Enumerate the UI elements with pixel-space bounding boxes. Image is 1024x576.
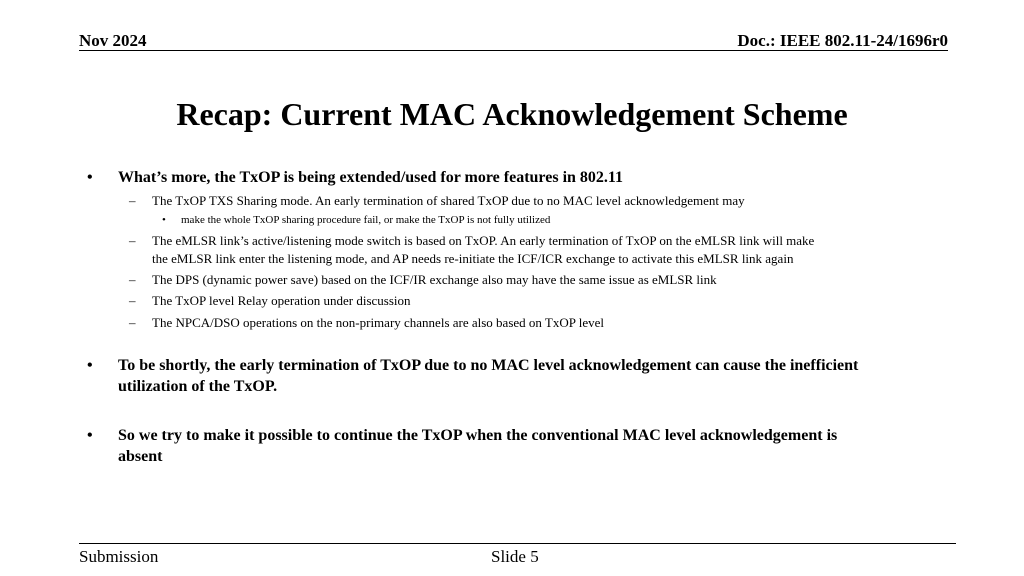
sub-bullet-marker: –	[129, 193, 136, 208]
sub-bullet-marker: –	[129, 293, 136, 308]
bullet-marker: •	[87, 169, 93, 186]
bullet-text-continue-txop-line1: So we try to make it possible to continue the TxOP when the conventional MAC level acknowledgement is	[118, 427, 838, 444]
sub-bullet-emlsr-line2: the eMLSR link enter the listening mode, and AP needs re-initiate the ICF/ICR exchange to activate this eMLSR link again	[152, 251, 794, 266]
sub-bullet-npca-dso: The NPCA/DSO operations on the non-primary channels are also based on TxOP level	[152, 315, 605, 330]
footer-divider	[79, 543, 956, 544]
header-doc-id: Doc.: IEEE 802.11-24/1696r0	[737, 31, 948, 50]
bullet-marker: •	[87, 357, 93, 374]
sub-sub-bullet-sharing-fail: make the whole TxOP sharing procedure fail, or make the TxOP is not fully utilized	[181, 214, 551, 226]
bullet-marker: •	[87, 427, 93, 444]
bullet-text-early-termination-line2: utilization of the TxOP.	[118, 378, 278, 395]
bullet-text-continue-txop-line2: absent	[118, 448, 163, 465]
bullet-text-early-termination-line1: To be shortly, the early termination of TxOP due to no MAC level acknowledgement can cause the inefficient	[118, 357, 859, 374]
header-date: Nov 2024	[79, 31, 147, 50]
sub-bullet-relay: The TxOP level Relay operation under discussion	[152, 293, 411, 308]
sub-bullet-marker: –	[129, 315, 136, 330]
footer-submission: Submission	[79, 547, 159, 566]
sub-bullet-txs-sharing: The TxOP TXS Sharing mode. An early termination of shared TxOP due to no MAC level acknowledgement may	[152, 193, 745, 208]
sub-bullet-marker: –	[129, 272, 136, 287]
sub-bullet-emlsr-line1: The eMLSR link’s active/listening mode switch is based on TxOP. An early termination of TxOP on the eMLSR link will make	[152, 233, 815, 248]
footer-slide-number: Slide 5	[491, 547, 539, 566]
sub-sub-bullet-marker: •	[162, 214, 166, 226]
sub-bullet-marker: –	[129, 233, 136, 248]
slide-title: Recap: Current MAC Acknowledgement Scheme	[176, 96, 848, 132]
bullet-text-txop-features: What’s more, the TxOP is being extended/used for more features in 802.11	[118, 169, 624, 186]
sub-bullet-dps: The DPS (dynamic power save) based on the ICF/IR exchange also may have the same issue as eMLSR link	[152, 272, 717, 287]
header-divider	[79, 50, 948, 51]
